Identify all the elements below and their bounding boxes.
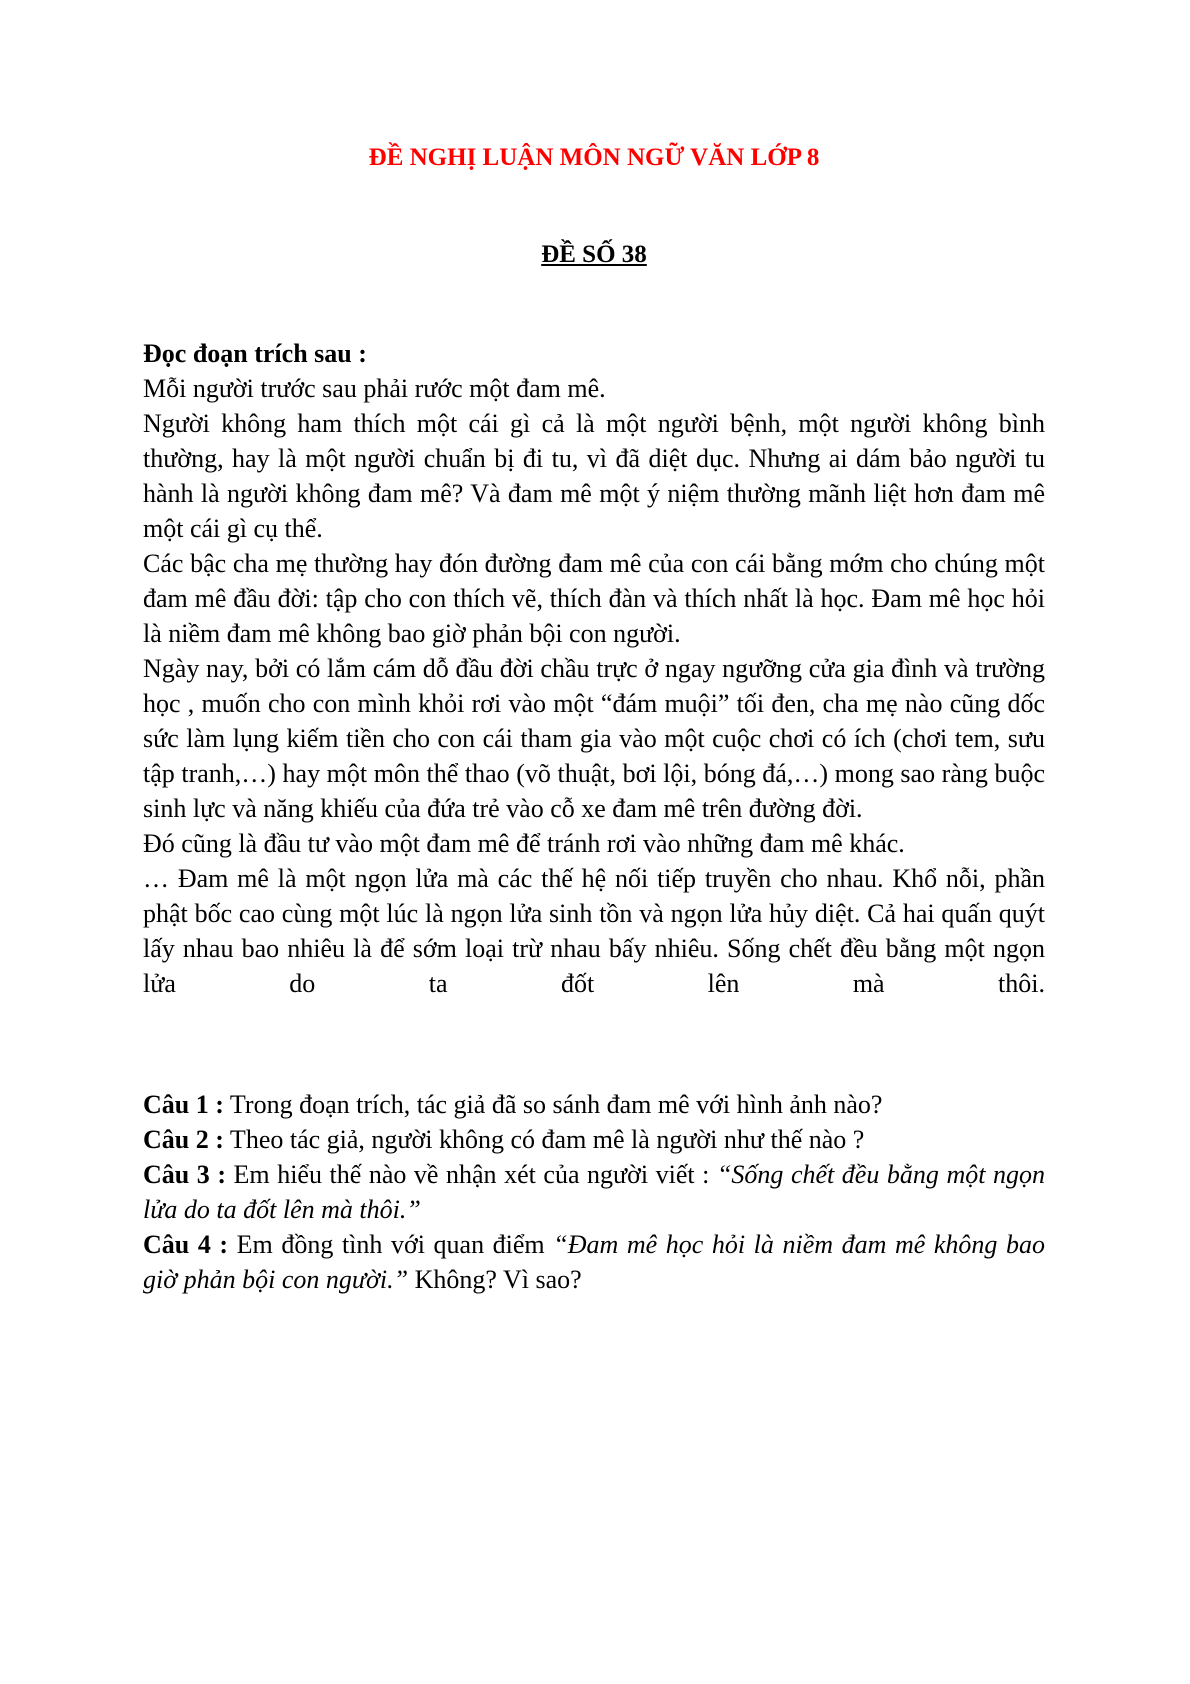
question-item [143, 1227, 1045, 1297]
question-text: Theo tác giả, người không có đam mê là người như thế nào ? [223, 1125, 865, 1154]
question-text: Trong đoạn trích, tác giả đã so sánh đam mê với hình ảnh nào? [223, 1090, 883, 1119]
exam-number: ĐỀ SỐ 38 [541, 241, 647, 268]
question-quote: “Đam mê học hỏi là niềm đam mê không bao giờ phản bội con người.” [143, 1230, 1045, 1294]
passage-paragraph: Mỗi người trước sau phải rước một đam mê. [143, 374, 606, 403]
question-label: Câu 2 : [143, 1125, 224, 1154]
passage-paragraph: Đó cũng là đầu tư vào một đam mê để tránh rơi vào những đam mê khác. [143, 829, 905, 858]
passage-paragraph: Ngày nay, bởi có lắm cám dỗ đầu đời chầu trực ở ngay ngưỡng cửa gia đình và trường học , muốn cho con mình khỏi rơi vào một “đám muội” tối đen, cha mẹ nào cũng dốc sức làm lụng kiếm tiền cho con cái tham gia vào một cuộc chơi có ích (chơi tem, sưu tập tranh,…) hay một môn thể thao (võ thuật, bơi lội, bóng đá,…) mong sao ràng buộc sinh lực và năng khiếu của đứa trẻ vào cỗ xe đam mê trên đường đời. [143, 654, 1045, 823]
question-label: Câu 4 : [143, 1230, 229, 1259]
question-label: Câu 1 : [143, 1090, 224, 1119]
document-title: ĐỀ NGHỊ LUẬN MÔN NGỮ VĂN LỚP 8 [368, 144, 820, 171]
question-quote: “Sống chết đều bằng một ngọn lửa do ta đốt lên mà thôi.” [143, 1160, 1045, 1224]
question-text: Em đồng tình với quan điểm [228, 1230, 554, 1259]
passage-paragraph: Các bậc cha mẹ thường hay đón đường đam mê của con cái bằng mớm cho chúng một đam mê đầu đời: tập cho con thích vẽ, thích đàn và thích nhất là học. Đam mê học hỏi là niềm đam mê không bao giờ phản bội con người. [143, 549, 1045, 648]
question-item [143, 1157, 1045, 1227]
question-list [143, 1087, 1045, 1297]
passage-heading: Đọc đoạn trích sau : [143, 339, 367, 368]
question-item [143, 1122, 1045, 1157]
passage-paragraph: … Đam mê là một ngọn lửa mà các thế hệ nối tiếp truyền cho nhau. Khổ nỗi, phần phật bốc cao cùng một lúc là ngọn lửa sinh tồn và ngọn lửa hủy diệt. Cả hai quấn quýt lấy nhau bao nhiêu là để sớm loại trừ nhau bấy nhiêu. Sống chết đều bằng một ngọn lửa do ta đốt lên mà thôi. [143, 864, 1045, 998]
question-label: Câu 3 : [143, 1160, 226, 1189]
question-text-after: Không? Vì sao? [408, 1265, 582, 1294]
reading-passage [143, 336, 1045, 1001]
question-item [143, 1087, 1045, 1122]
passage-paragraph: Người không ham thích một cái gì cả là một người bệnh, một người không bình thường, hay là một người chuẩn bị đi tu, vì đã diệt dục. Nhưng ai dám bảo người tu hành là người không đam mê? Và đam mê một ý niệm thường mãnh liệt hơn đam mê một cái gì cụ thể. [143, 409, 1045, 543]
question-text: Em hiểu thế nào về nhận xét của người viết : [226, 1160, 717, 1189]
